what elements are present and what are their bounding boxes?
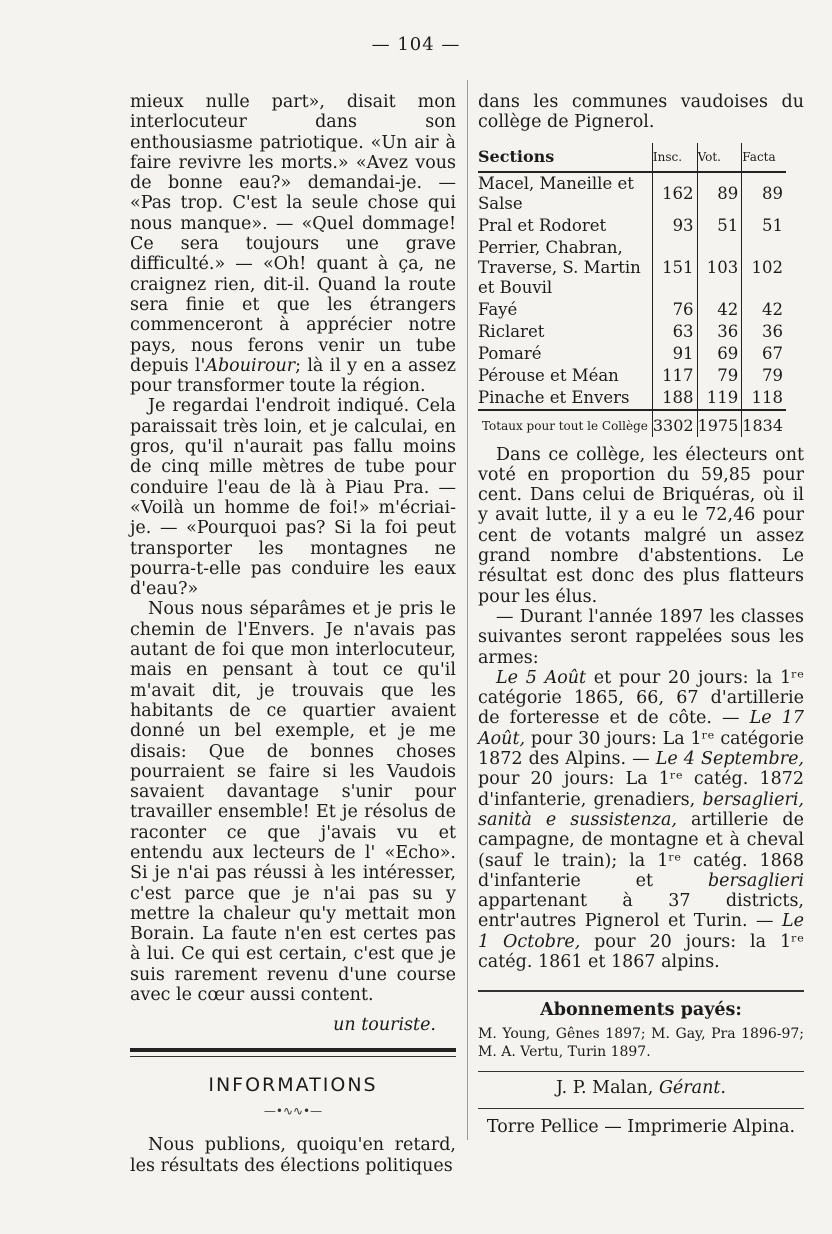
header-vot: Vot. [697, 143, 742, 172]
table-row: Macel, Maneille et Salse 162 89 89 [478, 172, 786, 215]
section-rule [478, 990, 804, 992]
table-row: Pérouse et Méan 117 79 79 [478, 365, 786, 387]
column-divider [467, 80, 468, 1140]
table-row: Pral et Rodoret 93 51 51 [478, 215, 786, 237]
header-sections: Sections [478, 143, 652, 172]
table-row: Fayé 76 42 42 [478, 299, 786, 321]
left-column [130, 92, 456, 1176]
election-results-table [478, 143, 786, 437]
gerant-line: J. P. Malan, Gérant. [556, 1077, 726, 1098]
table-total-row: Totaux pour tout le Collège 3302 1975 1834 [478, 410, 786, 437]
table-header-row [478, 143, 786, 172]
section-rule-thin [478, 1071, 804, 1072]
right-paragraph-1: Dans ce collège, les électeurs ont voté en proportion du 59,85 pour cent. Dans celui de Briquéras, où il y avait lutte, il y a eu le 72,46 pour cent de votants malgré un assez grand nombre d'abstentions. Le résultat est donc des plus flatteurs pour les élus. [478, 444, 804, 607]
left-paragraph-1: mieux nulle part», disait mon interlocuteur dans son enthousiasme patriotique. «Un air à faire revivre les morts.» «Avez vous de bonne eau?» demandai-je. — «Pas trop. C'est la seule chose qui nous manque». — «Quel dommage! Ce sera toujours une grave difficulté.» — «Oh! quant à ça, ne craignez rien, dit-il. Quand la route sera finie et que les étrangers commenceront à apprécier notre pays, nous ferons venir un tube depuis l'Abouirour; là il y en a assez pour transformer toute la région. [130, 92, 456, 397]
table-row: Pomaré 91 69 67 [478, 343, 786, 365]
abonnements-heading: Abonnements payés: [540, 1000, 742, 1021]
printer-line: Torre Pellice — Imprimerie Alpina. [486, 1116, 796, 1137]
left-paragraph-2: Je regardai l'endroit indiqué. Cela paraissait très loin, et je calculai, en gros, qu'il n'aurait pas fallu moins de cinq mille mètres de tube pour conduire l'eau de là à Piau Pra. — «Voilà un homme de foi!» m'écriai-je. — «Pourquoi pas? Si la foi peut transporter les montagnes ne pourra-t-elle pas conduire les eaux d'eau?» [130, 396, 456, 600]
right-paragraph-3: Le 5 Août et pour 20 jours: la 1ʳᵉ catégorie 1865, 66, 67 d'artillerie de forteresse et de côte. — Le 17 Août, pour 30 jours: La 1ʳᵉ catégorie 1872 des Alpins. — Le 4 Septembre, pour 20 jours: La 1ʳᵉ catég. 1872 d'infanterie, grenadiers, bersaglieri, sanità e sussistenza, artillerie de campagne, de montagne et à cheval (sauf le train); la 1ʳᵉ catég. 1868 d'infanterie et bersaglieri appartenant à 37 districts, entr'autres Pignerol et Turin. — Le 1 Octobre, pour 20 jours: la 1ʳᵉ catég. 1861 et 1867 alpins. [478, 667, 804, 973]
right-paragraph-2: — Durant l'année 1897 les classes suivantes seront rappelées sous les armes: [478, 606, 804, 668]
signature: un touriste. [333, 1015, 436, 1036]
left-paragraph-3: Nous nous séparâmes et je pris le chemin de l'Envers. Je n'avais pas autant de foi que mon interlocuteur, mais en pensant à tout ce qu'il m'avait dit, je trouvais que les habitants de ce quartier avaient donné un bel exemple, et je me disais: Que de bonnes choses pourraient se faire si les Vaudois savaient davantage s'unir pour travailler ensemble! Et je résolus de raconter ce que j'avais vu et entendu aux lecteurs de l' «Echo». Si je n'ai pas réussi à les intéresser, c'est parce que je n'ai pas su y mettre la chaleur qu'y mettait mon Borain. La faute n'en est certes pas à lui. Ce qui est certain, c'est que je suis rarement revenu d'une course avec le cœur aussi content. [130, 599, 456, 1006]
right-intro: dans les communes vaudoises du collège de Pignerol. [478, 92, 804, 133]
header-facta: Facta [742, 143, 786, 172]
header-insc: Insc. [652, 143, 697, 172]
table-row: Perrier, Chabran, Traverse, S. Martin et Bouvil 151 103 102 [478, 237, 786, 299]
section-rule [130, 1048, 456, 1052]
left-paragraph-4: Nous publions, quoiqu'en retard, les résultats des élections politiques [130, 1135, 456, 1176]
section-rule-thin [130, 1056, 456, 1057]
section-rule-thin [478, 1108, 804, 1109]
ornament-icon: —•∿∿•— [263, 1103, 323, 1118]
table-row: Pinache et Envers 188 119 118 [478, 387, 786, 410]
table-row: Riclaret 63 36 36 [478, 321, 786, 343]
right-column [478, 92, 804, 1137]
page-number: — 104 — [371, 34, 461, 55]
abonnements-text: M. Young, Gênes 1897; M. Gay, Pra 1896-97; M. A. Vertu, Turin 1897. [478, 1025, 804, 1060]
informations-heading: INFORMATIONS [208, 1073, 378, 1096]
